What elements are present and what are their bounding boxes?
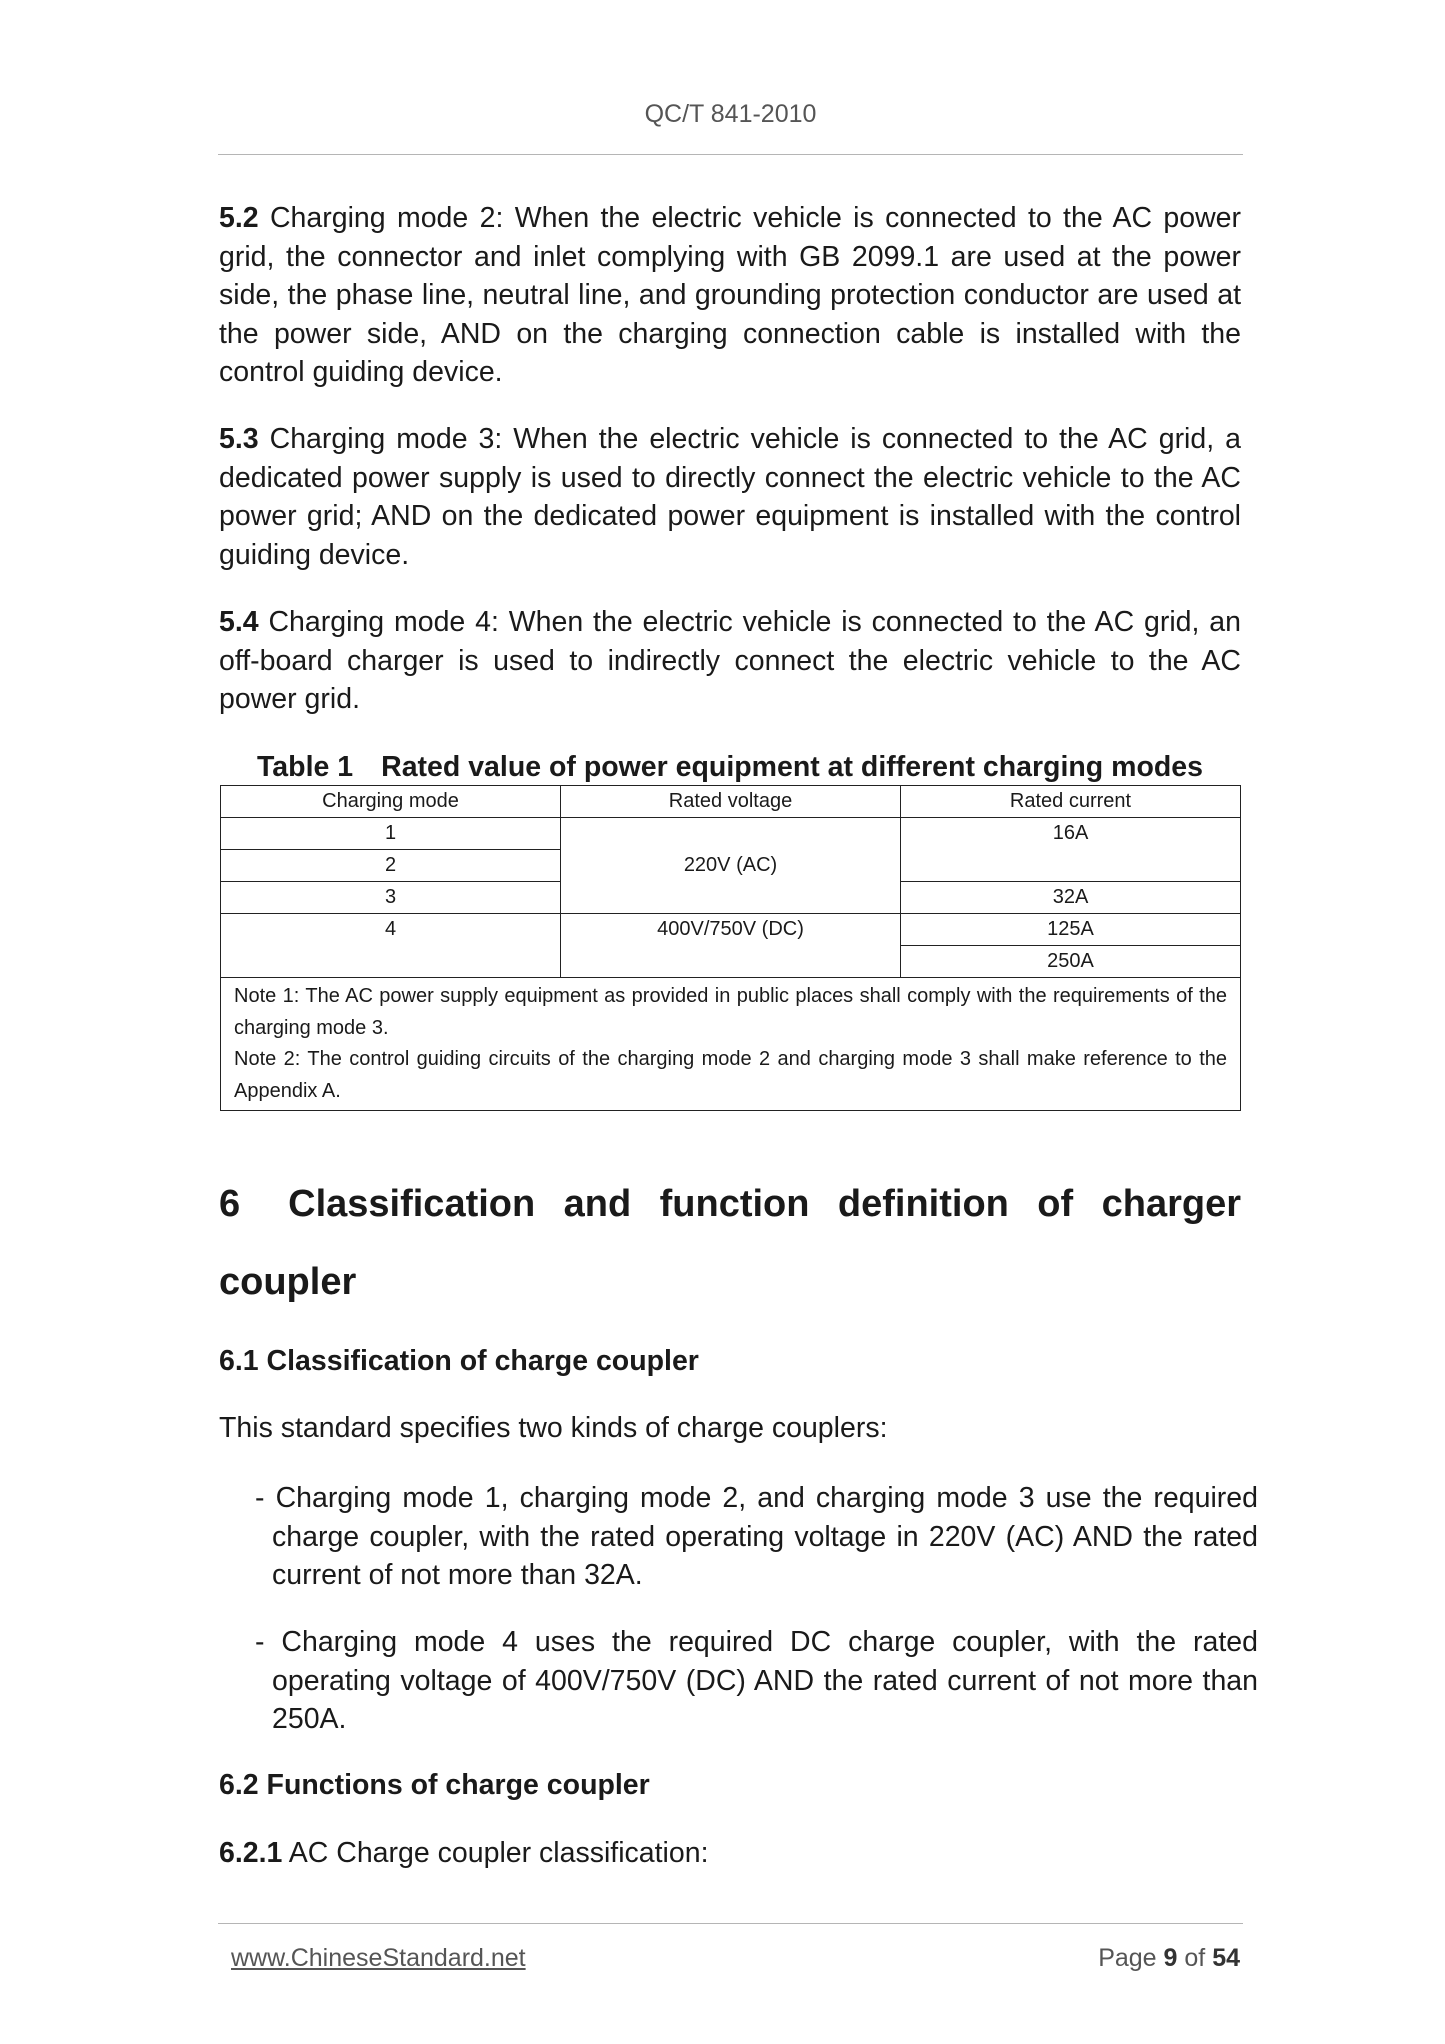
- table-notes-row: [221, 978, 1241, 1111]
- section-6-2-1: [219, 1834, 1241, 1873]
- header-rule: [218, 154, 1243, 155]
- mode-cell: 1: [221, 818, 561, 850]
- footer-rule: [218, 1923, 1243, 1924]
- chapter-number: 6: [219, 1183, 241, 1225]
- section-number: 6.2.1: [219, 1837, 283, 1869]
- page-total: 54: [1212, 1944, 1240, 1972]
- section-number: 5.3: [219, 423, 259, 455]
- section-text: Charging mode 4: When the electric vehicle is connected to the AC grid, an off-board charger is used to indirectly connect the electric vehicle to the AC power grid.: [219, 606, 1241, 715]
- section-5-3: [219, 420, 1241, 574]
- section-6-2-heading: 6.2 Functions of charge coupler: [219, 1769, 650, 1801]
- rated-value-table: [220, 785, 1241, 1111]
- section-number: 5.4: [219, 606, 259, 638]
- section-text: Charging mode 2: When the electric vehicle is connected to the AC power grid, the connector and inlet complying with GB 2099.1 are used at the power side, the phase line, neutral line, and grounding protection conductor are used at the power side, AND on the charging connection cable is installed with the control guiding device.: [219, 202, 1241, 388]
- table-header-row: [221, 786, 1241, 818]
- header-rated-current: Rated current: [901, 786, 1241, 818]
- mode-cell: 2: [221, 850, 561, 882]
- table-caption: [219, 748, 1241, 786]
- section-5-4: [219, 603, 1241, 719]
- table-notes: [221, 978, 1241, 1111]
- table-note-2: Note 2: The control guiding circuits of the charging mode 2 and charging mode 3 shall make reference to the Appendix A.: [234, 1048, 1227, 1102]
- voltage-ac-cell: 220V (AC): [561, 818, 901, 914]
- section-number: 5.2: [219, 202, 259, 234]
- footer-page-number: [1098, 1944, 1240, 1973]
- page-header-doc-code: QC/T 841-2010: [644, 100, 817, 128]
- bullet-item-1: - Charging mode 1, charging mode 2, and charging mode 3 use the required charge coupler, with the rated operating voltage in 220V (AC) AND the rated current of not more than 32A.: [255, 1482, 1258, 1591]
- table-row: [221, 914, 1241, 946]
- chapter-6-heading: [219, 1165, 1241, 1321]
- page-prefix: Page: [1098, 1944, 1164, 1972]
- section-6-1-intro: This standard specifies two kinds of charge couplers:: [219, 1412, 888, 1444]
- section-text: AC Charge coupler classification:: [282, 1837, 709, 1869]
- section-6-1-heading: 6.1 Classification of charge coupler: [219, 1345, 699, 1377]
- table-caption-label: Table 1: [257, 751, 354, 783]
- section-5-2: [219, 199, 1241, 392]
- current-250a-cell: 250A: [901, 946, 1241, 978]
- section-text: Charging mode 3: When the electric vehicle is connected to the AC grid, a dedicated power supply is used to directly connect the electric vehicle to the AC power grid; AND on the dedicated power equipment is installed with the control guiding device.: [219, 423, 1241, 571]
- header-rated-voltage: Rated voltage: [561, 786, 901, 818]
- footer-site-link[interactable]: www.ChineseStandard.net: [231, 1944, 526, 1972]
- table-note-1: Note 1: The AC power supply equipment as provided in public places shall comply with the requirements of the charging mode 3.: [234, 985, 1227, 1039]
- current-16a-cell: 16A: [901, 818, 1241, 882]
- page-current: 9: [1163, 1944, 1178, 1972]
- header-charging-mode: Charging mode: [221, 786, 561, 818]
- mode-cell: 3: [221, 882, 561, 914]
- table-row: [221, 818, 1241, 850]
- current-32a-cell: 32A: [901, 882, 1241, 914]
- current-125a-cell: 125A: [901, 914, 1241, 946]
- page-of: of: [1177, 1944, 1213, 1972]
- bullet-item-2: - Charging mode 4 uses the required DC charge coupler, with the rated operating voltage of 400V/750V (DC) AND the rated current of not more than 250A.: [255, 1626, 1258, 1735]
- chapter-title: Classification and function definition of charger coupler: [219, 1183, 1241, 1303]
- table-caption-title: Rated value of power equipment at different charging modes: [381, 751, 1203, 783]
- voltage-dc-cell: 400V/750V (DC): [561, 914, 901, 978]
- mode-cell: 4: [221, 914, 561, 978]
